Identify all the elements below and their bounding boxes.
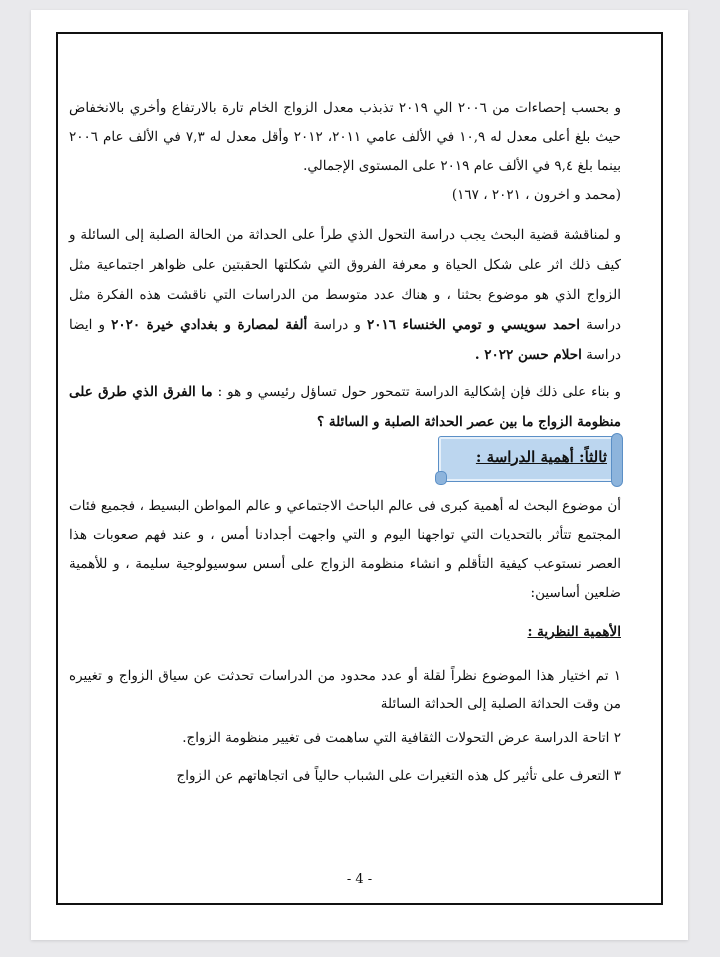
list-item-text: ١ تم اختيار هذا الموضوع نظراً لقلة أو عدد محدود من الدراسات تحدثت عن سياق الزواج و تغييره من وقت الحداثة الصلبة إلى الحداثة السائلة [69, 668, 621, 712]
subheading-theoretical-importance: الأهمية النظرية : [527, 624, 621, 640]
paragraph-text: و بناء على ذلك فإن إشكالية الدراسة تتمحور حول تساؤل رئيسي و هو : [212, 384, 621, 400]
document-page [31, 10, 688, 940]
research-question: ما الفرق الذي طرق على منظومة الزواج ما بين عصر الحداثة الصلبة و السائلة ؟ [69, 384, 621, 430]
scroll-curl-decoration [435, 471, 447, 485]
bold-reference-3: احلام حسن ٢٠٢٢ . [474, 347, 582, 363]
citation: (محمد و اخرون ، ٢٠٢١ ، ١٦٧) [451, 187, 621, 203]
bold-reference-2: ألفة لمصارة و بغدادي خيرة ٢٠٢٠ [111, 317, 308, 333]
bold-reference-1: احمد سويسي و تومي الخنساء ٢٠١٦ [367, 317, 581, 333]
page-number: - 4 - [346, 872, 373, 887]
list-item-text: ٣ التعرف على تأثير كل هذه التغيرات على الشباب حالياً فى اتجاهاتهم عن الزواج [176, 768, 621, 784]
paragraph-text: أن موضوع البحث له أهمية كبرى فى عالم الباحث الاجتماعي و عالم المواطن البسيط ، فجميع فئات المجتمع تتأثر بالتحديات التي تواجهنا اليوم و التي واجهت أجدادنا أمس ، و عند فهم صعوبات هذا العصر نستوعب كيفية التأقلم و انشاء منظومة الزواج على أسس سوسيولوجية سليمة ، و للأهمية ضلعين أساسين: [69, 498, 621, 601]
paragraph-marriage-statistics [69, 94, 621, 210]
paragraph-text: و بحسب إحصاءات من ٢٠٠٦ الي ٢٠١٩ تذبذب معدل الزواج الخام تارة بالارتفاع وأخري بالانخفاض حيث بلغ أعلى معدل له ١٠,٩ في الألف عامي ٢٠١١، ٢٠١٢ وأقل معدل له ٧,٣ في الألف عام ٢٠٠٦ بينما بلغ ٩,٤ في الألف عام ٢٠١٩ على المستوى الإجمالي. [69, 100, 621, 174]
paragraph-text: و لمناقشة قضية البحث يجب دراسة التحول الذي طرأ على الحداثة من الحالة الصلبة إلى السائلة و كيف ذلك اثر على شكل الحياة و معرفة الفروق التي شكلتها الحقبتين على ظواهر اجتماعية مثل الزواج الذي هو موضوع بحثنا ، و هناك عدد متوسط من الدراسات التي ناقشت هذه الفكرة مثل دراسة [69, 227, 621, 333]
paragraph-research-discussion [69, 220, 621, 370]
list-item-3 [69, 768, 621, 784]
scroll-curl-decoration [611, 433, 623, 487]
section-heading: ثالثاً: أهمية الدراسة : [475, 448, 607, 466]
paragraph-text: و ايضا دراسة [69, 317, 621, 363]
paragraph-research-question [69, 377, 621, 437]
list-item-1 [69, 662, 621, 718]
section-heading-banner [438, 436, 618, 482]
list-item-text: ٢ اتاحة الدراسة عرض التحولات الثقافية التي ساهمت فى تغيير منظومة الزواج. [182, 730, 621, 746]
paragraph-importance [69, 492, 621, 608]
list-item-2 [69, 730, 621, 746]
paragraph-text: و دراسة [307, 317, 368, 333]
